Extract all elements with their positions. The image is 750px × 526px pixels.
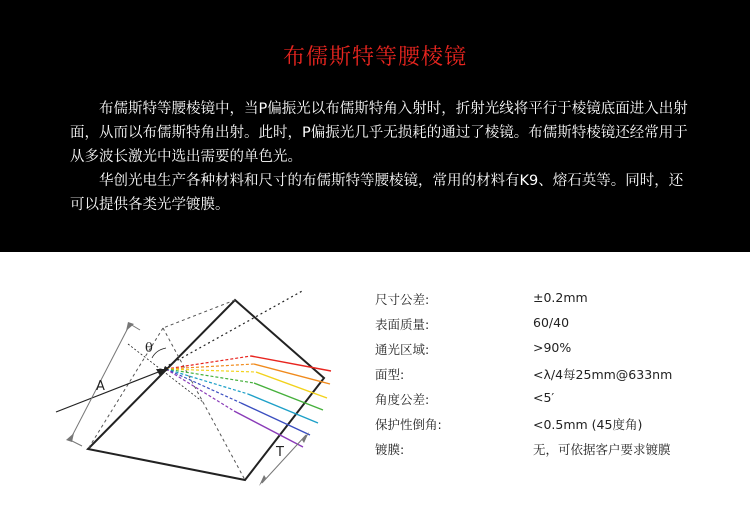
prism-front-face [88, 300, 324, 480]
dimension-t-line [262, 435, 306, 483]
spec-label: 表面质量: [375, 317, 430, 332]
spec-section [0, 252, 750, 526]
spec-row-angle-tolerance [375, 390, 735, 415]
incident-ray [56, 369, 166, 412]
spec-row-clear-aperture [375, 340, 735, 365]
spec-label: 镀膜: [375, 442, 405, 457]
spec-label: 尺寸公差: [375, 292, 430, 307]
spec-value: <5′ [533, 390, 555, 405]
spec-label: 通光区域: [375, 342, 430, 357]
spec-row-surface-flatness [375, 365, 735, 390]
dimension-a-arrow [126, 322, 134, 331]
spec-value: <0.5mm (45度角) [533, 417, 643, 432]
description [70, 97, 694, 217]
spec-value: <λ/4每25mm@633nm [533, 367, 673, 382]
exit-rays [234, 356, 331, 447]
header-banner [0, 0, 750, 252]
spec-label: 保护性倒角: [375, 417, 442, 432]
dimension-a-label: A [96, 379, 105, 394]
dimension-t-label: T [276, 445, 284, 460]
spec-row-coating [375, 440, 735, 465]
prism-hidden-edge [163, 328, 245, 480]
theta-arc [152, 348, 166, 358]
description-paragraph-1: 布儒斯特等腰棱镜中，当P偏振光以布儒斯特角入射时，折射光线将平行于棱镜底面进入出射面，从而以布儒斯特角出射。此时，P偏振光几乎无损耗的通过了棱镜。布儒斯特棱镜还经常用于从多波长激光中选出需要的单色光。 [70, 101, 688, 165]
spec-value: ±0.2mm [533, 290, 588, 305]
dimension-a-arrow [66, 433, 74, 442]
spec-row-surface-quality [375, 315, 735, 340]
spec-value: 60/40 [533, 315, 570, 330]
spec-value: >90% [533, 340, 572, 355]
description-paragraph-2: 华创光电生产各种材料和尺寸的布儒斯特等腰棱镜，常用的材料有K9、熔石英等。同时，还可以提供各类光学镀膜。 [70, 173, 684, 213]
incidence-point [164, 367, 168, 371]
spec-row-bevel [375, 415, 735, 440]
prism-diagram [48, 272, 348, 502]
spec-row-size-tolerance [375, 290, 735, 315]
theta-label: θ [145, 341, 153, 356]
prism-hidden-edge [163, 300, 235, 328]
spec-label: 面型: [375, 367, 405, 382]
spec-table [375, 290, 735, 465]
page-title: 布儒斯特等腰棱镜 [282, 45, 467, 70]
spec-label: 角度公差: [375, 392, 430, 407]
spec-value: 无，可依据客户要求镀膜 [533, 442, 671, 457]
